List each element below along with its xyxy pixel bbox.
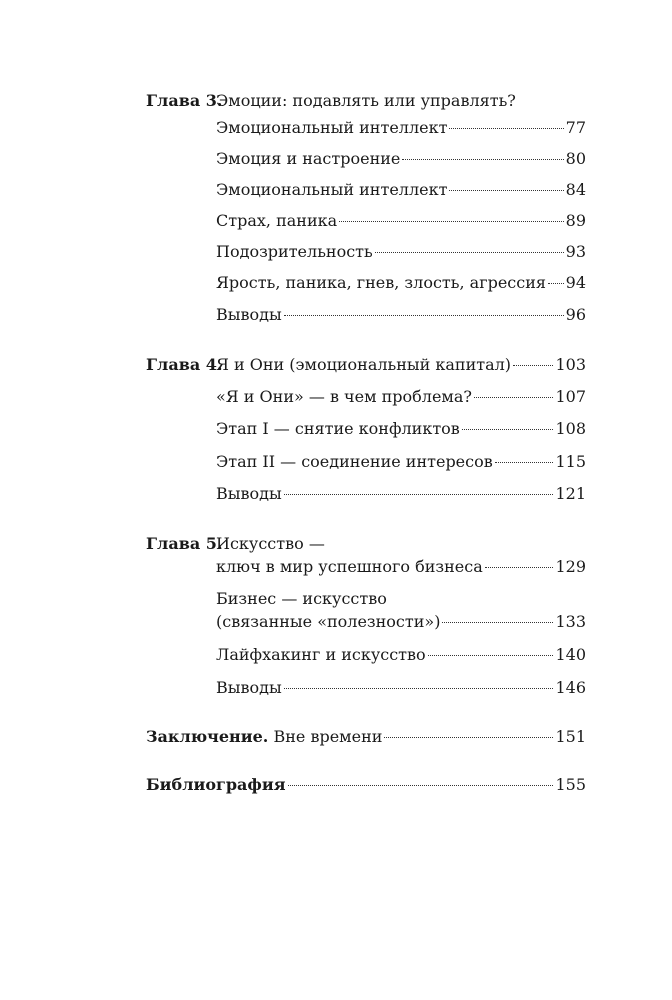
toc-entry-page: 146 bbox=[555, 678, 586, 697]
toc-entry-page: 84 bbox=[565, 180, 586, 199]
toc-entry-title: Эмоция и настроение bbox=[216, 149, 401, 168]
toc-entry[interactable] bbox=[216, 644, 586, 666]
toc-entry-page: 94 bbox=[565, 273, 586, 292]
dot-leader bbox=[375, 252, 564, 253]
chapter-4-title: Я и Они (эмоциональный капитал) bbox=[216, 355, 512, 374]
toc-entry-page: 89 bbox=[565, 211, 586, 230]
toc-entry-title: «Я и Они» — в чем проблема? bbox=[216, 387, 472, 406]
dot-leader bbox=[339, 221, 564, 222]
dot-leader bbox=[485, 567, 554, 568]
chapter-5-title-line2: ключ в мир успешного бизнеса bbox=[216, 557, 483, 576]
toc-entry-page: 115 bbox=[555, 452, 586, 471]
dot-leader bbox=[402, 159, 563, 160]
toc-entry[interactable] bbox=[216, 304, 586, 326]
toc-entry[interactable] bbox=[216, 451, 586, 473]
toc-entry[interactable] bbox=[216, 483, 586, 505]
dot-leader bbox=[449, 128, 563, 129]
dot-leader bbox=[288, 785, 554, 786]
toc-entry-title: Эмоциональный интеллект bbox=[216, 118, 448, 137]
toc-entry-title: Этап I — снятие конфликтов bbox=[216, 419, 460, 438]
dot-leader bbox=[284, 494, 554, 495]
toc-entry-title: Выводы bbox=[216, 678, 282, 697]
toc-entry-title: Подозрительность bbox=[216, 242, 373, 261]
toc-entry[interactable] bbox=[216, 241, 586, 263]
toc-entry[interactable] bbox=[216, 272, 586, 294]
chapter-5-heading[interactable] bbox=[216, 556, 586, 578]
toc-entry-page: 107 bbox=[555, 387, 586, 406]
chapter-4-heading[interactable] bbox=[216, 354, 586, 376]
dot-leader bbox=[462, 429, 554, 430]
toc-entry-title: Выводы bbox=[216, 305, 282, 324]
bibliography-entry[interactable] bbox=[146, 774, 586, 796]
chapter-5-label: Глава 5. bbox=[146, 534, 223, 553]
toc-entry[interactable] bbox=[216, 210, 586, 232]
toc-entry[interactable] bbox=[216, 386, 586, 408]
toc-entry[interactable] bbox=[216, 179, 586, 201]
toc-entry[interactable] bbox=[216, 117, 586, 139]
toc-entry[interactable] bbox=[216, 677, 586, 699]
chapter-4-page: 103 bbox=[555, 355, 586, 374]
dot-leader bbox=[495, 462, 554, 463]
chapter-3-title: Эмоции: подавлять или управлять? bbox=[216, 91, 516, 110]
toc-entry[interactable] bbox=[216, 418, 586, 440]
toc-entry-title: Лайфхакинг и искусство bbox=[216, 645, 426, 664]
toc-entry-title-line1: Бизнес — искусство bbox=[216, 589, 387, 608]
toc-entry[interactable] bbox=[216, 611, 586, 633]
dot-leader bbox=[474, 397, 553, 398]
dot-leader bbox=[548, 283, 564, 284]
toc-entry-page: 108 bbox=[555, 419, 586, 438]
bibliography-page: 155 bbox=[555, 775, 586, 794]
chapter-3-label: Глава 3. bbox=[146, 91, 223, 110]
conclusion-label: Заключение. bbox=[146, 727, 269, 746]
dot-leader bbox=[284, 688, 554, 689]
bibliography-label: Библиография bbox=[146, 775, 286, 794]
conclusion-entry[interactable] bbox=[146, 726, 586, 748]
dot-leader bbox=[428, 655, 554, 656]
dot-leader bbox=[513, 365, 553, 366]
toc-entry-title-line2: (связанные «полезности») bbox=[216, 612, 441, 631]
conclusion-title: Вне времени bbox=[273, 727, 383, 746]
toc-entry-page: 93 bbox=[565, 242, 586, 261]
toc-entry-page: 77 bbox=[565, 118, 586, 137]
conclusion-page: 151 bbox=[555, 727, 586, 746]
toc-entry-page: 133 bbox=[555, 612, 586, 631]
dot-leader bbox=[384, 737, 553, 738]
toc-entry-title: Эмоциональный интеллект bbox=[216, 180, 448, 199]
toc-entry-title: Ярость, паника, гнев, злость, агрессия bbox=[216, 273, 546, 292]
toc-entry-title: Этап II — соединение интересов bbox=[216, 452, 493, 471]
toc-entry-title: Страх, паника bbox=[216, 211, 338, 230]
toc-entry-title: Выводы bbox=[216, 484, 282, 503]
chapter-5-page: 129 bbox=[555, 557, 586, 576]
dot-leader bbox=[442, 622, 553, 623]
toc-entry-page: 80 bbox=[565, 149, 586, 168]
toc-entry-page: 140 bbox=[555, 645, 586, 664]
toc-entry-page: 96 bbox=[565, 305, 586, 324]
toc-entry[interactable] bbox=[216, 148, 586, 170]
toc-entry-page: 121 bbox=[555, 484, 586, 503]
chapter-5-title-line1: Искусство — bbox=[216, 534, 325, 553]
dot-leader bbox=[449, 190, 563, 191]
dot-leader bbox=[284, 315, 564, 316]
chapter-4-label: Глава 4. bbox=[146, 355, 223, 374]
